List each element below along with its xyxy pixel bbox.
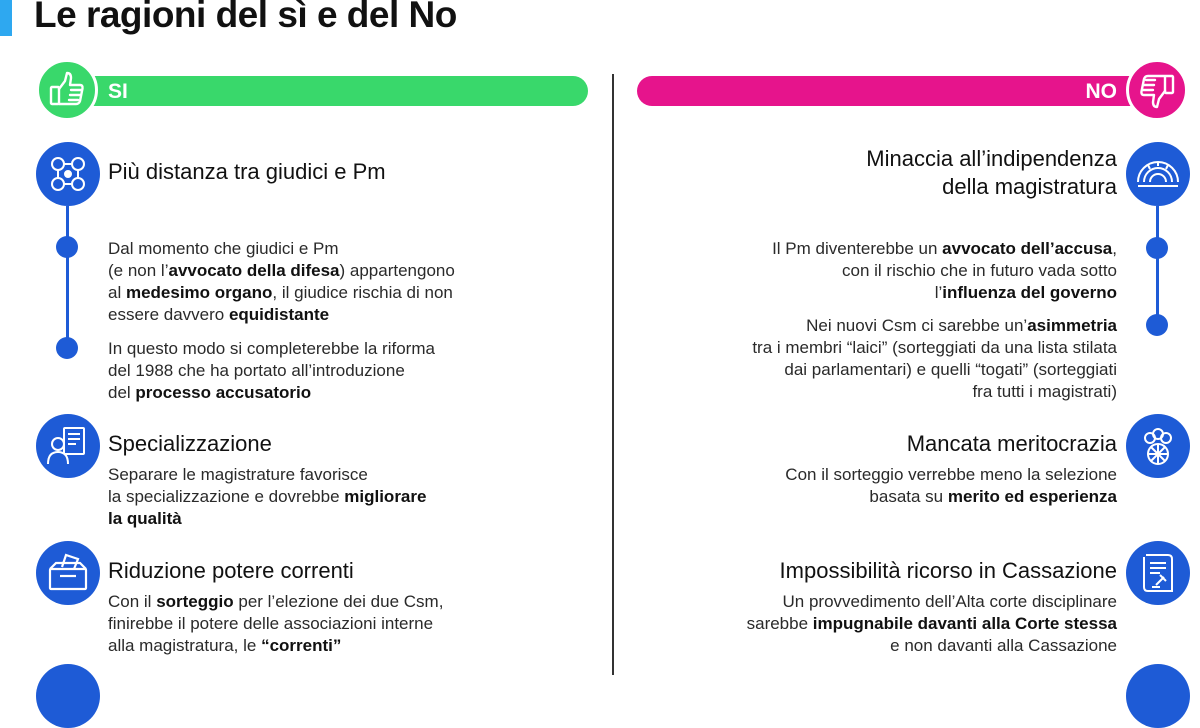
- paragraph-line: la specializzazione e dovrebbe migliorare: [108, 487, 427, 506]
- paragraph-line: Nei nuovi Csm ci sarebbe un’asimmetria: [806, 316, 1117, 335]
- no-item-3-para-1: [747, 591, 1117, 657]
- court-scroll-icon: [1126, 541, 1190, 605]
- si-item-1-heading: Più distanza tra giudici e Pm: [108, 159, 386, 184]
- si-timeline-line: [66, 206, 69, 348]
- no-timeline-line: [1156, 206, 1159, 326]
- parliament-icon: [1126, 142, 1190, 206]
- si-item-2-para-1: [108, 464, 426, 530]
- paragraph-line: Con il sorteggio verrebbe meno la selezione: [785, 465, 1117, 484]
- no-item-3-heading: Impossibilità ricorso in Cassazione: [779, 558, 1117, 583]
- people-network-icon: [36, 142, 100, 206]
- thumbs-up-icon: [36, 59, 98, 121]
- paragraph-line: e non davanti alla Cassazione: [890, 636, 1117, 655]
- si-next-item-icon: [36, 664, 100, 728]
- paragraph-line: essere davvero equidistante: [108, 305, 330, 324]
- column-divider: [612, 74, 614, 675]
- page-title: Le ragioni del sì e del No: [34, 0, 457, 35]
- no-timeline-dot-1: [1146, 237, 1168, 259]
- no-label: NO: [1085, 80, 1117, 103]
- paragraph-line: al medesimo organo, il giudice rischia di non: [108, 283, 453, 302]
- no-timeline-dot-2: [1146, 314, 1168, 336]
- paragraph-line: basata su merito ed esperienza: [869, 487, 1117, 506]
- paragraph-line: alla magistratura, le “correnti”: [108, 636, 342, 655]
- paragraph-line: dai parlamentari) e quelli “togati” (sorteggiati: [784, 360, 1117, 379]
- paragraph-line: Un provvedimento dell’Alta corte disciplinare: [782, 592, 1117, 611]
- no-item-2-heading: Mancata meritocrazia: [906, 431, 1117, 456]
- si-label: SI: [108, 80, 128, 103]
- no-item-1-para-2: [752, 315, 1117, 403]
- paragraph-line: del 1988 che ha portato all’introduzione: [108, 361, 405, 380]
- si-timeline-dot-1: [56, 236, 78, 258]
- paragraph-line: la qualità: [108, 509, 182, 528]
- si-item-2-heading: Specializzazione: [108, 431, 272, 456]
- lottery-wheel-icon: [1126, 414, 1190, 478]
- paragraph-line: tra i membri “laici” (sorteggiati da una lista stilata: [752, 338, 1117, 357]
- paragraph-line: Dal momento che giudici e Pm: [108, 239, 339, 258]
- si-item-1-para-2: [108, 338, 435, 404]
- ballot-box-icon: [36, 541, 100, 605]
- specialist-document-icon: [36, 414, 100, 478]
- si-item-3-heading: Riduzione potere correnti: [108, 558, 354, 583]
- paragraph-line: Il Pm diventerebbe un avvocato dell’accusa,: [772, 239, 1117, 258]
- paragraph-line: finirebbe il potere delle associazioni interne: [108, 614, 434, 633]
- paragraph-line: con il rischio che in futuro vada sotto: [842, 261, 1117, 280]
- si-timeline-dot-2: [56, 337, 78, 359]
- no-header-bar: [637, 76, 1165, 106]
- paragraph-line: Separare le magistrature favorisce: [108, 465, 368, 484]
- no-item-2-para-1: [785, 464, 1117, 508]
- paragraph-line: In questo modo si completerebbe la riforma: [108, 339, 435, 358]
- si-item-3-para-1: [108, 591, 443, 657]
- si-item-1-para-1: [108, 238, 455, 326]
- paragraph-line: del processo accusatorio: [108, 383, 312, 402]
- paragraph-line: fra tutti i magistrati): [972, 382, 1117, 401]
- si-header-bar: [38, 76, 588, 106]
- paragraph-line: Con il sorteggio per l’elezione dei due Csm,: [108, 592, 444, 611]
- paragraph-line: sarebbe impugnabile davanti alla Corte stessa: [746, 614, 1117, 633]
- no-item-1-para-1: [772, 238, 1117, 304]
- title-accent-bar: [0, 0, 12, 36]
- no-item-1-heading: Minaccia all’indipendenza della magistratura: [866, 146, 1117, 199]
- paragraph-line: l’influenza del governo: [934, 283, 1117, 302]
- no-next-item-icon: [1126, 664, 1190, 728]
- paragraph-line: (e non l’avvocato della difesa) appartengono: [108, 261, 455, 280]
- thumbs-down-icon: [1126, 59, 1188, 121]
